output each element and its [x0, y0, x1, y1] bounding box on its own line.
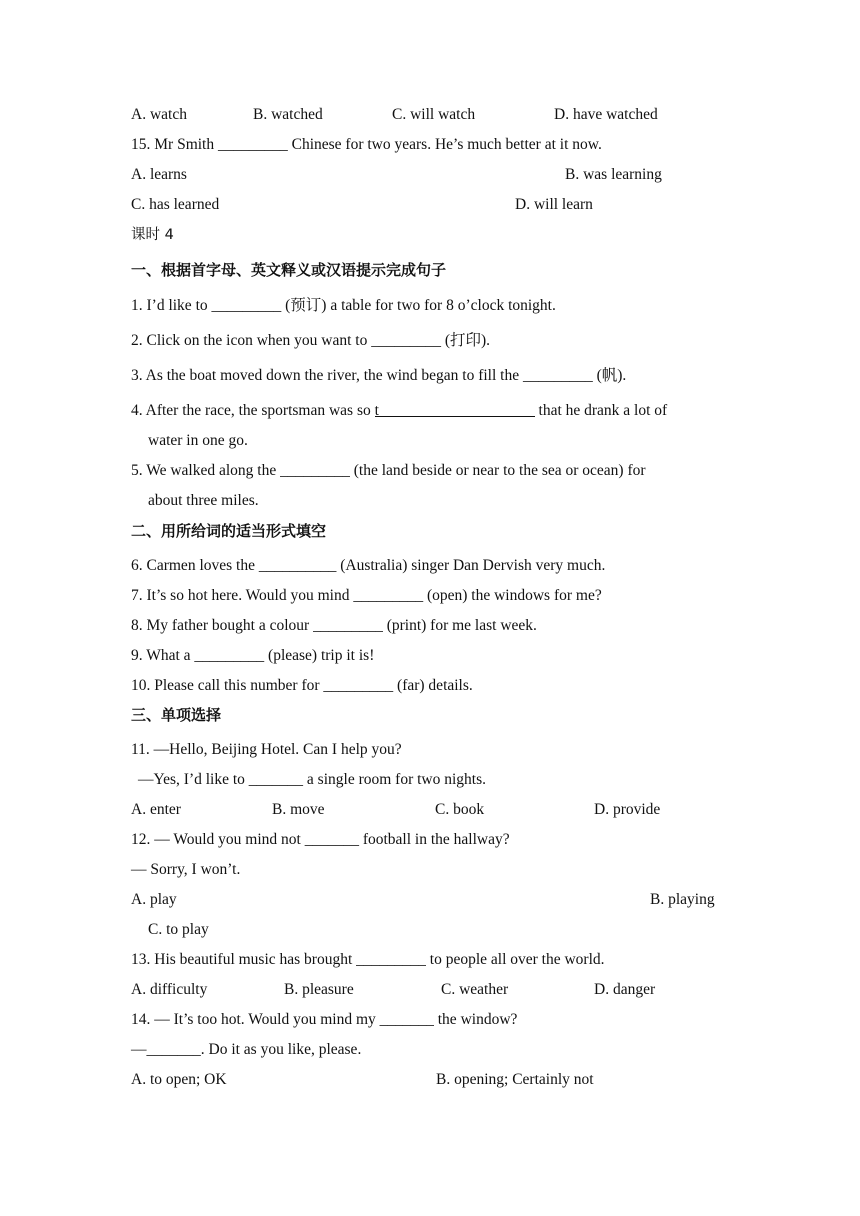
q13-option-c: C. weather	[441, 981, 509, 998]
q14-option-a: A. to open; OK	[131, 1071, 227, 1088]
question-14: 14. — It’s too hot. Would you mind my _______ the window?	[131, 1011, 518, 1028]
section-2-title: 二、用所给词的适当形式填空	[131, 522, 327, 540]
question-5-cont: about three miles.	[148, 492, 259, 509]
question-13: 13. His beautiful music has brought _________ to people all over the world.	[131, 951, 605, 968]
question-10: 10. Please call this number for _________ (far) details.	[131, 677, 473, 694]
question-4-underline	[375, 401, 535, 417]
q13-option-d: D. danger	[594, 981, 656, 998]
q13-option-a: A. difficulty	[131, 981, 208, 998]
option-a: A. watch	[131, 106, 187, 123]
q15-option-d: D. will learn	[515, 196, 593, 213]
question-6: 6. Carmen loves the __________ (Australia) singer Dan Dervish very much.	[131, 557, 606, 574]
question-15-post: Chinese for two years. He’s much better at it now.	[287, 136, 602, 153]
question-4-pre: 4. After the race, the sportsman was so	[131, 402, 375, 419]
section-3-title: 三、单项选择	[131, 706, 222, 724]
lesson-title: 课时 4	[131, 227, 174, 243]
q12-option-a: A. play	[131, 891, 177, 908]
q13-option-b: B. pleasure	[284, 981, 354, 998]
q14-option-b: B. opening; Certainly not	[436, 1071, 594, 1088]
q15-option-a: A. learns	[131, 166, 187, 183]
question-15	[131, 135, 602, 155]
option-c: C. will watch	[392, 106, 476, 123]
question-4	[131, 401, 667, 421]
question-11: 11. —Hello, Beijing Hotel. Can I help you?	[131, 741, 402, 758]
question-1: 1. I’d like to _________ (预订) a table for two for 8 o’clock tonight.	[131, 297, 556, 314]
q11-option-b: B. move	[272, 801, 325, 818]
question-15-blank: _________	[217, 136, 288, 153]
q11-option-c: C. book	[435, 801, 485, 818]
question-5: 5. We walked along the _________ (the land beside or near to the sea or ocean) for	[131, 462, 646, 479]
question-15-pre: 15. Mr Smith	[131, 136, 218, 153]
question-9: 9. What a _________ (please) trip it is!	[131, 647, 375, 664]
question-12-line-2: — Sorry, I won’t.	[131, 861, 241, 878]
option-b: B. watched	[253, 106, 323, 123]
question-8: 8. My father bought a colour _________ (print) for me last week.	[131, 617, 537, 634]
q11-option-a: A. enter	[131, 801, 181, 818]
question-3: 3. As the boat moved down the river, the wind began to fill the _________ (帆).	[131, 367, 627, 384]
q12-option-c: C. to play	[148, 921, 209, 938]
question-14-line-2: —_______. Do it as you like, please.	[131, 1041, 362, 1058]
question-11-line-2: —Yes, I’d like to _______ a single room for two nights.	[138, 771, 487, 788]
question-7: 7. It’s so hot here. Would you mind _________ (open) the windows for me?	[131, 587, 602, 604]
q15-option-c: C. has learned	[131, 196, 220, 213]
q15-option-b: B. was learning	[565, 166, 662, 183]
question-12: 12. — Would you mind not _______ football in the hallway?	[131, 831, 510, 848]
option-d: D. have watched	[554, 106, 658, 123]
question-4-letter: t	[374, 402, 379, 419]
q11-option-d: D. provide	[594, 801, 661, 818]
question-4-cont: water in one go.	[148, 432, 248, 449]
question-2: 2. Click on the icon when you want to _________ (打印).	[131, 332, 491, 349]
q12-option-b: B. playing	[650, 891, 715, 908]
question-4-post: that he drank a lot of	[534, 402, 668, 419]
section-1-title: 一、根据首字母、英文释义或汉语提示完成句子	[131, 261, 447, 279]
